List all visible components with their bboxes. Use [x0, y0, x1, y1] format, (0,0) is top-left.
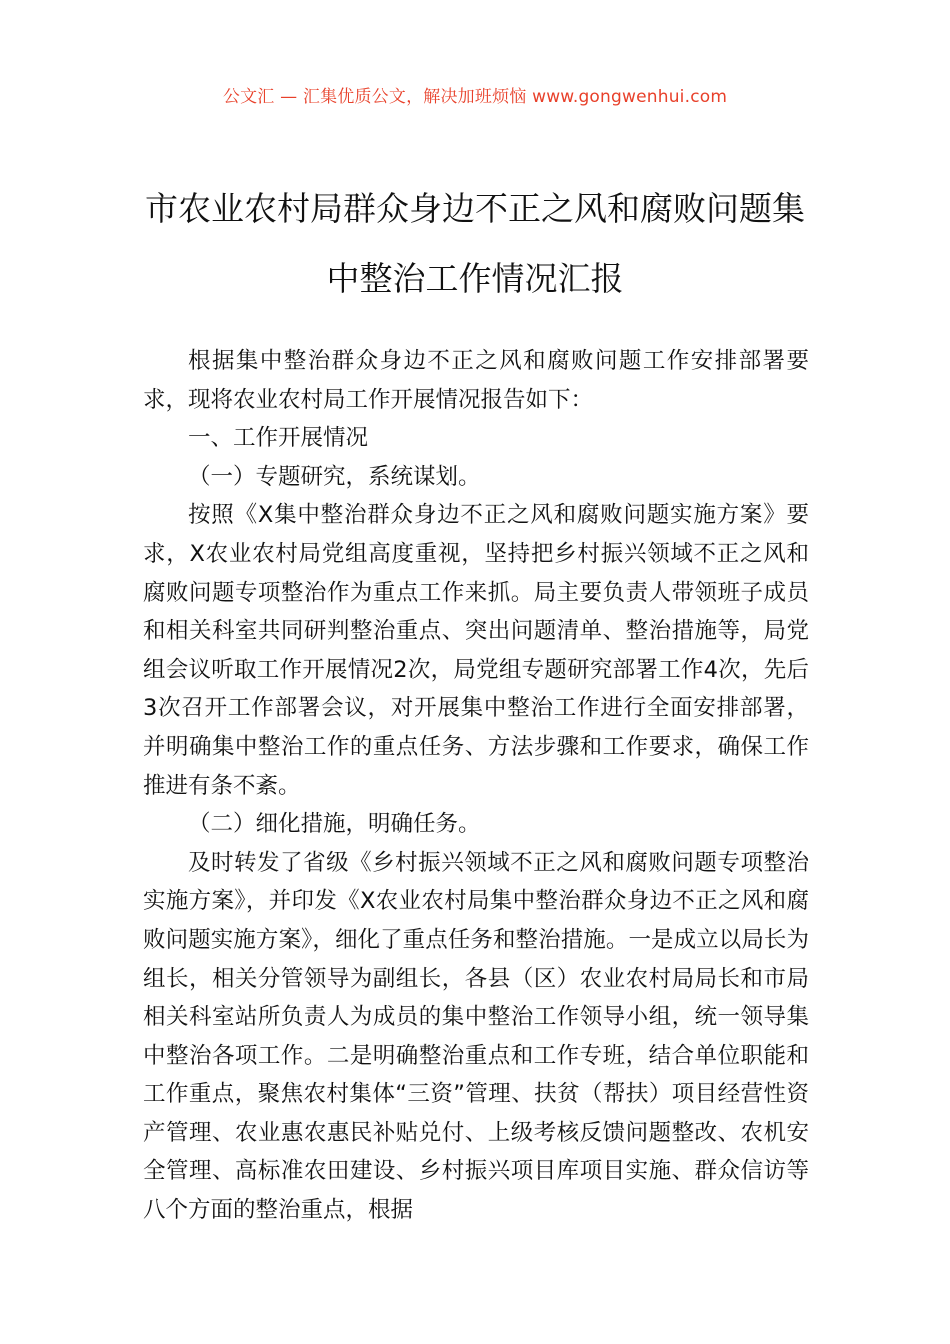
document-body — [143, 342, 809, 1230]
section-heading-1: 一、工作开展情况 — [188, 425, 369, 452]
intro-paragraph: 根据集中整治群众身边不正之风和腐败问题工作安排部署要求，现将农业农村局工作开展情况报告如下： — [143, 348, 809, 413]
subsection-heading-1: （一）专题研究，系统谋划。 — [188, 463, 481, 490]
header-banner[interactable]: 公文汇 — 汇集优质公文，解决加班烦恼 www.gongwenhui.com — [222, 87, 728, 107]
paragraph-research-planning: 按照《X集中整治群众身边不正之风和腐败问题实施方案》要求，X农业农村局党组高度重视，坚持把乡村振兴领域不正之风和腐败问题专项整治作为重点工作来抓。局主要负责人带领班子成员和相关科室共同研判整治重点、突出问题清单、整治措施等，局党组会议听取工作开展情况2次，局党组专题研究部署工作4次，先后3次召开工作部署会议，对开展集中整治工作进行全面安排部署，并明确集中整治工作的重点任务、方法步骤和工作要求，确保工作推进有条不紊。 — [143, 502, 809, 799]
subsection-heading-2: （二）细化措施，明确任务。 — [188, 811, 481, 838]
paragraph-measures-tasks: 及时转发了省级《乡村振兴领域不正之风和腐败问题专项整治实施方案》，并印发《X农业农村局集中整治群众身边不正之风和腐败问题实施方案》，细化了重点任务和整治措施。一是成立以局长为组长，相关分管领导为副组长，各县（区）农业农村局局长和市局相关科室站所负责人为成员的集中整治工作领导小组，统一领导集中整治各项工作。二是明确整治重点和工作专班，结合单位职能和工作重点，聚焦农村集体“三资”管理、扶贫（帮扶）项目经营性资产管理、农业惠农惠民补贴兑付、上级考核反馈问题整改、农机安全管理、高标准农田建设、乡村振兴项目库项目实施、群众信访等八个方面的整治重点，根据 — [143, 849, 809, 1224]
page-title: 市农业农村局群众身边不正之风和腐败问题集中整治工作情况汇报 — [145, 189, 805, 298]
